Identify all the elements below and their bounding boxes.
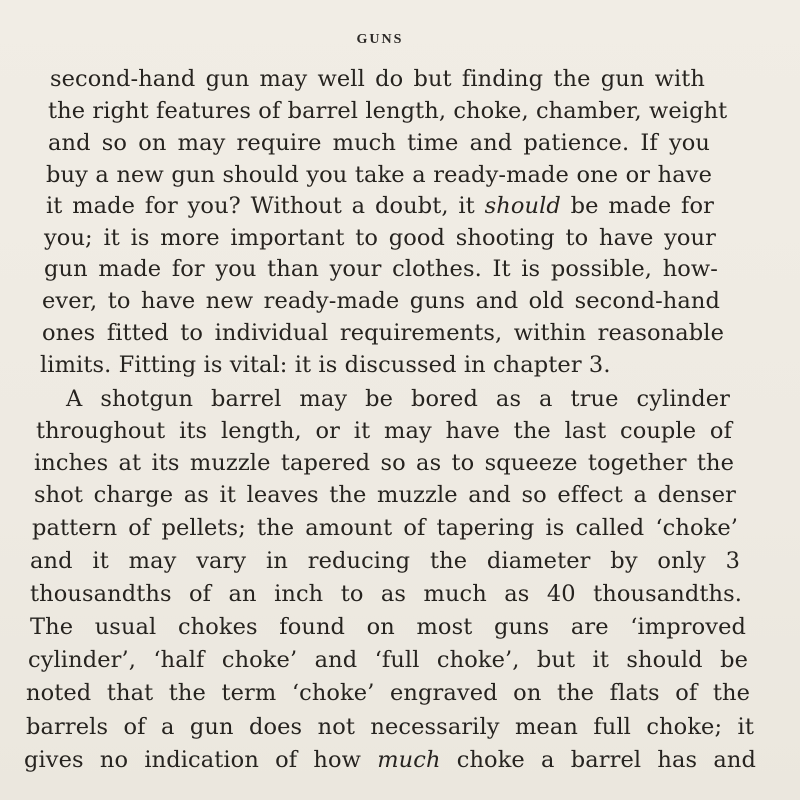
text-line: inches at its muzzle tapered so as to squeeze together the bbox=[34, 450, 734, 476]
italic-emphasis: should bbox=[484, 193, 561, 219]
text-line: shot charge as it leaves the muzzle and so effect a denser bbox=[34, 482, 736, 508]
text-line: the right features of barrel length, choke, chamber, weight bbox=[48, 98, 728, 124]
text-line: you; it is more important to good shooting to have your bbox=[44, 225, 716, 251]
text-line: cylinder’, ‘half choke’ and ‘full choke’, but it should be bbox=[28, 647, 748, 673]
text-line: and so on may require much time and patience. If you bbox=[48, 130, 710, 156]
text-line bbox=[24, 745, 756, 775]
text-segment: it made for you? Without a doubt, it bbox=[46, 193, 485, 219]
text-line: ever, to have new ready-made guns and old second-hand bbox=[42, 288, 720, 314]
text-line: pattern of pellets; the amount of tapering is called ‘choke’ bbox=[32, 515, 738, 541]
text-line: The usual chokes found on most guns are ‘improved bbox=[30, 614, 746, 640]
text-line: barrels of a gun does not necessarily mean full choke; it bbox=[26, 714, 754, 740]
running-head: GUNS bbox=[356, 32, 404, 47]
text-line: A shotgun barrel may be bored as a true cylinder bbox=[66, 386, 730, 412]
text-line: noted that the term ‘choke’ engraved on the flats of the bbox=[26, 680, 750, 706]
text-line: and it may vary in reducing the diameter by only 3 bbox=[30, 548, 740, 574]
text-line: buy a new gun should you take a ready-made one or have bbox=[46, 162, 712, 188]
text-line: throughout its length, or it may have the last couple of bbox=[36, 418, 732, 444]
text-line: second-hand gun may well do but finding the gun with bbox=[50, 66, 705, 92]
text-line: limits. Fitting is vital: it is discussed in chapter 3. bbox=[40, 352, 611, 378]
text-line bbox=[46, 191, 714, 221]
italic-emphasis: much bbox=[377, 747, 441, 773]
text-line: ones fitted to individual requirements, within reasonable bbox=[42, 320, 724, 346]
text-line: thousandths of an inch to as much as 40 thousandths. bbox=[30, 581, 742, 607]
text-segment: gives no indication of how bbox=[24, 747, 378, 773]
text-segment: be made for bbox=[560, 193, 714, 219]
text-line: gun made for you than your clothes. It is possible, how- bbox=[44, 256, 718, 282]
text-segment: choke a barrel has and bbox=[440, 747, 756, 773]
